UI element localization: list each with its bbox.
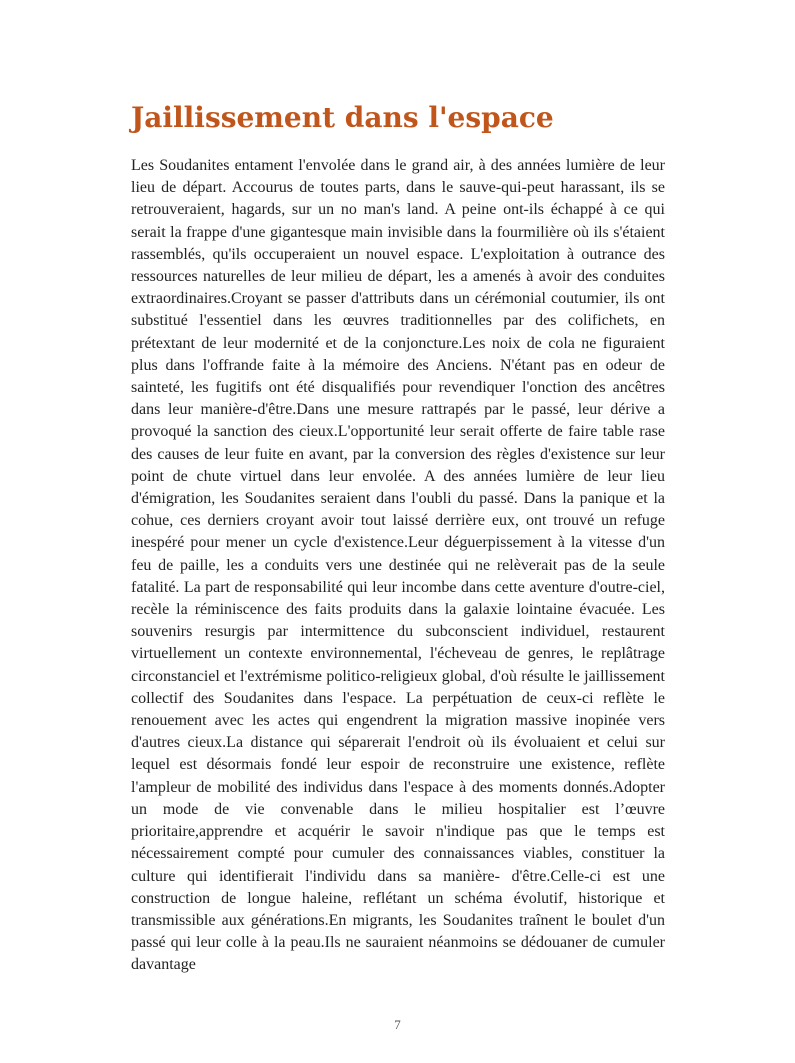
- section-title: Jaillissement dans l'espace: [131, 101, 554, 134]
- body-paragraph: Les Soudanites entament l'envolée dans le grand air, à des années lumière de leur lieu de départ. Accourus de toutes parts, dans le sauve-qui-peut harassant, ils se retrouveraient, hagards, sur un no man's land. A peine ont-ils échappé à ce qui serait la frappe d'une gigantesque main invisible dans la fourmilière où ils s'étaient rassemblés, qu'ils occuperaient un nouvel espace. L'exploitation à outrance des ressources naturelles de leur milieu de départ, les a amenés à avoir des conduites extraordinaires.Croyant se passer d'attributs dans un cérémonial coutumier, ils ont substitué l'essentiel dans les œuvres traditionnelles par des colifichets, en prétextant de leur modernité et de la conjoncture.Les noix de cola ne figuraient plus dans l'offrande faite à la mémoire des Anciens. N'étant pas en odeur de sainteté, les fugitifs ont été disqualifiés pour revendiquer l'onction des ancêtres dans leur manière-d'être.Dans une mesure rattrapés par le passé, leur dérive a provoqué la sanction des cieux.L'opportunité leur serait offerte de faire table rase des causes de leur fuite en avant, par la conversion des règles d'existence sur leur point de chute virtuel dans leur envolée. A des années lumière de leur lieu d'émigration, les Soudanites seraient dans l'oubli du passé. Dans la panique et la cohue, ces derniers croyant avoir tout laissé derrière eux, ont trouvé un refuge inespéré pour mener un cycle d'existence.Leur déguerpissement à la vitesse d'un feu de paille, les a conduits vers une destinée qui ne relèverait pas de la seule fatalité. La part de responsabilité qui leur incombe dans cette aventure d'outre-ciel, recèle la réminiscence des faits produits dans la galaxie lointaine évacuée. Les souvenirs resurgis par intermittence du subconscient individuel, restaurent virtuellement un contexte environnemental, l'écheveau de genres, le replâtrage circonstanciel et l'extrémisme politico-religieux global, d'où résulte le jaillissement collectif des Soudanites dans l'espace. La perpétuation de ceux-ci reflète le renouement avec les actes qui engendrent la migration massive inopinée vers d'autres cieux.La distance qui séparerait l'endroit où ils évoluaient et celui sur lequel est désormais fondé leur espoir de reconstruire une existence, reflète l'ampleur de mobilité des individus dans l'espace à des moments donnés.Adopter un mode de vie convenable dans le milieu hospitalier est l’œuvre prioritaire,apprendre et acquérir le savoir n'indique pas que le temps est nécessairement compté pour cumuler des connaissances viables, constituer la culture qui identifierait l'individu dans sa manière- d'être.Celle-ci est une construction de longue haleine, reflétant un schéma évolutif, historique et transmissible aux générations.En migrants, les Soudanites traînent le boulet d'un passé qui leur colle à la peau.Ils ne sauraient néanmoins se dédouaner de cumuler davantage: [131, 157, 665, 974]
- page-number: 7: [394, 1017, 401, 1032]
